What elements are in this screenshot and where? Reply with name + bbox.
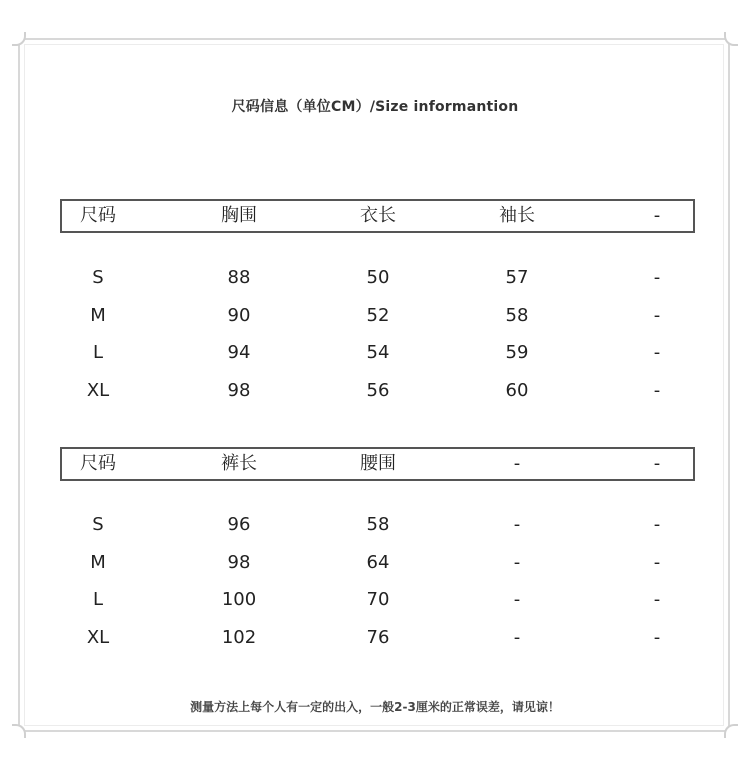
value-cell: -	[653, 627, 661, 648]
value-cell: 94	[227, 342, 251, 363]
value-cell: 102	[221, 627, 257, 648]
header-cell: -	[513, 453, 521, 474]
value-cell: -	[653, 552, 661, 573]
value-cell: 58	[505, 305, 529, 326]
value-cell: 90	[227, 305, 251, 326]
value-cell: 98	[227, 552, 251, 573]
size-cell: XL	[86, 627, 110, 648]
value-cell: -	[513, 589, 521, 610]
size-cell: S	[92, 514, 104, 535]
header-cell: 衣长	[360, 205, 396, 226]
header-cell: 尺码	[80, 453, 116, 474]
size-cell: S	[92, 267, 104, 288]
value-cell: -	[653, 267, 661, 288]
size-cell: M	[90, 552, 106, 573]
header-cell: 腰围	[360, 453, 396, 474]
value-cell: -	[653, 380, 661, 401]
value-cell: 98	[227, 380, 251, 401]
value-cell: -	[513, 627, 521, 648]
size-cell: M	[90, 305, 106, 326]
header-cell: 袖长	[499, 205, 535, 226]
value-cell: 52	[366, 305, 390, 326]
value-cell: 59	[505, 342, 529, 363]
value-cell: 57	[505, 267, 529, 288]
header-cell: 裤长	[221, 453, 257, 474]
value-cell: 76	[366, 627, 390, 648]
size-cell: XL	[86, 380, 110, 401]
value-cell: -	[653, 305, 661, 326]
value-cell: 50	[366, 267, 390, 288]
measurement-note: 测量方法上每个人有一定的出入，一般2-3厘米的正常误差，请见谅！	[190, 700, 560, 714]
frame-corner-ornament	[724, 724, 738, 738]
value-cell: 96	[227, 514, 251, 535]
value-cell: 100	[221, 589, 257, 610]
size-cell: L	[92, 589, 104, 610]
value-cell: -	[653, 342, 661, 363]
value-cell: 54	[366, 342, 390, 363]
value-cell: -	[653, 589, 661, 610]
header-cell: -	[653, 205, 661, 226]
value-cell: 88	[227, 267, 251, 288]
value-cell: 60	[505, 380, 529, 401]
header-cell: -	[653, 453, 661, 474]
value-cell: 70	[366, 589, 390, 610]
size-cell: L	[92, 342, 104, 363]
header-cell: 尺码	[80, 205, 116, 226]
value-cell: 64	[366, 552, 390, 573]
value-cell: -	[653, 514, 661, 535]
value-cell: 56	[366, 380, 390, 401]
value-cell: -	[513, 552, 521, 573]
page-title: 尺码信息（单位CM）/Size informantion	[231, 99, 519, 115]
value-cell: -	[513, 514, 521, 535]
header-cell: 胸围	[221, 205, 257, 226]
value-cell: 58	[366, 514, 390, 535]
